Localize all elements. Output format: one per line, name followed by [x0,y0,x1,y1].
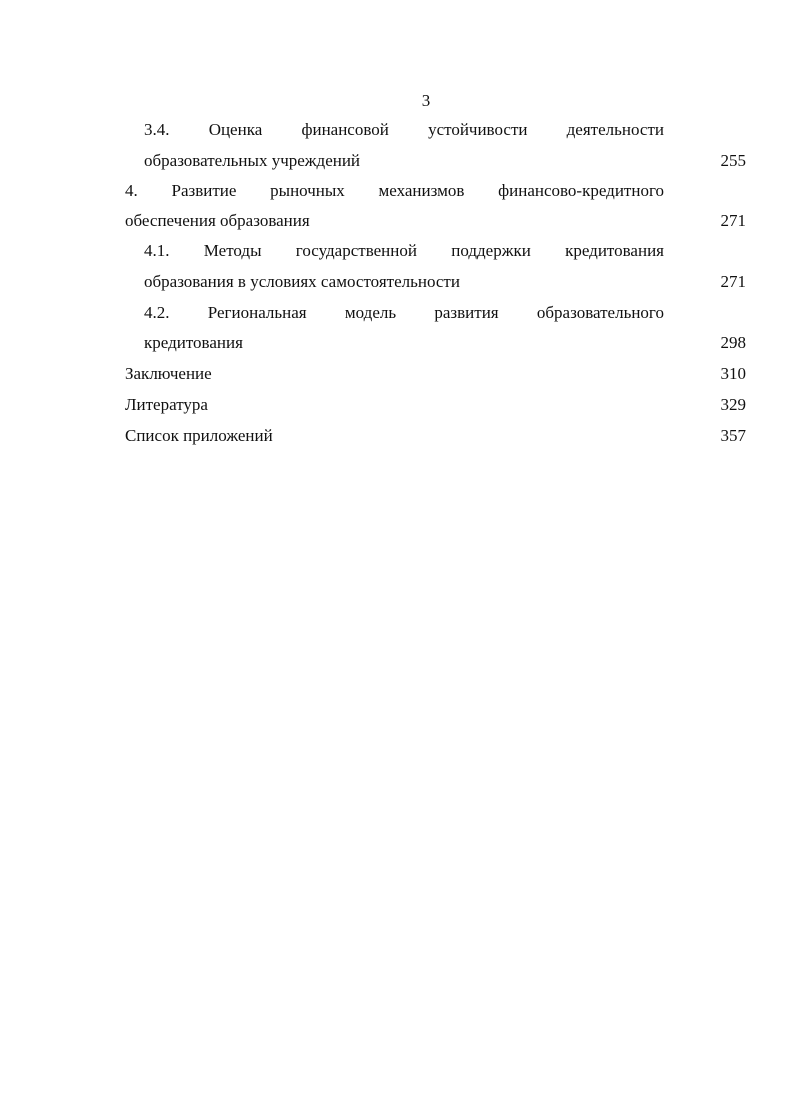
toc-entry-4-1-page: 271 [720,272,746,291]
toc-word: Оценка [208,120,263,139]
toc-entry-conclusion: Заключение [125,364,212,383]
toc-entry-conclusion-page: 310 [720,364,746,383]
toc-word: деятельности [566,120,664,139]
toc-word: механизмов [378,181,465,200]
toc-entry-literature: Литература [125,395,208,414]
toc-word: Методы [203,241,262,260]
toc-word: государственной [295,241,417,260]
toc-word: Развитие [171,181,237,200]
toc-entry-3-4-page: 255 [720,151,746,170]
toc-entry-literature-page: 329 [720,395,746,414]
toc-word: образовательного [536,303,664,322]
toc-entry-appendices: Список приложений [125,426,273,445]
toc-entry-4-page: 271 [720,211,746,230]
toc-entry-3-4-heading [144,119,664,141]
toc-entry-4-2-page: 298 [720,333,746,352]
toc-entry-4-1-heading [144,240,664,262]
toc-word: финансовой [301,120,389,139]
toc-entry-4-heading [125,180,664,202]
page-number: 3 [421,91,431,110]
toc-word: финансово-кредитного [498,181,664,200]
toc-word: рыночных [270,181,345,200]
toc-word: модель [344,303,397,322]
toc-word: 4.1. [144,241,170,260]
toc-word: устойчивости [428,120,528,139]
toc-word: поддержки [451,241,531,260]
toc-word: кредитования [565,241,664,260]
toc-entry-3-4-continuation: образовательных учреждений [144,151,361,170]
toc-word: 4. [125,181,138,200]
toc-entry-appendices-page: 357 [720,426,746,445]
toc-word: Региональная [207,303,307,322]
toc-word: 4.2. [144,303,170,322]
toc-word: 3.4. [144,120,170,139]
toc-word: развития [434,303,499,322]
toc-entry-4-2-heading [144,302,664,324]
toc-entry-4-1-continuation: образования в условиях самостоятельности [144,272,460,291]
toc-entry-4-continuation: обеспечения образования [125,211,310,230]
toc-entry-4-2-continuation: кредитования [144,333,243,352]
